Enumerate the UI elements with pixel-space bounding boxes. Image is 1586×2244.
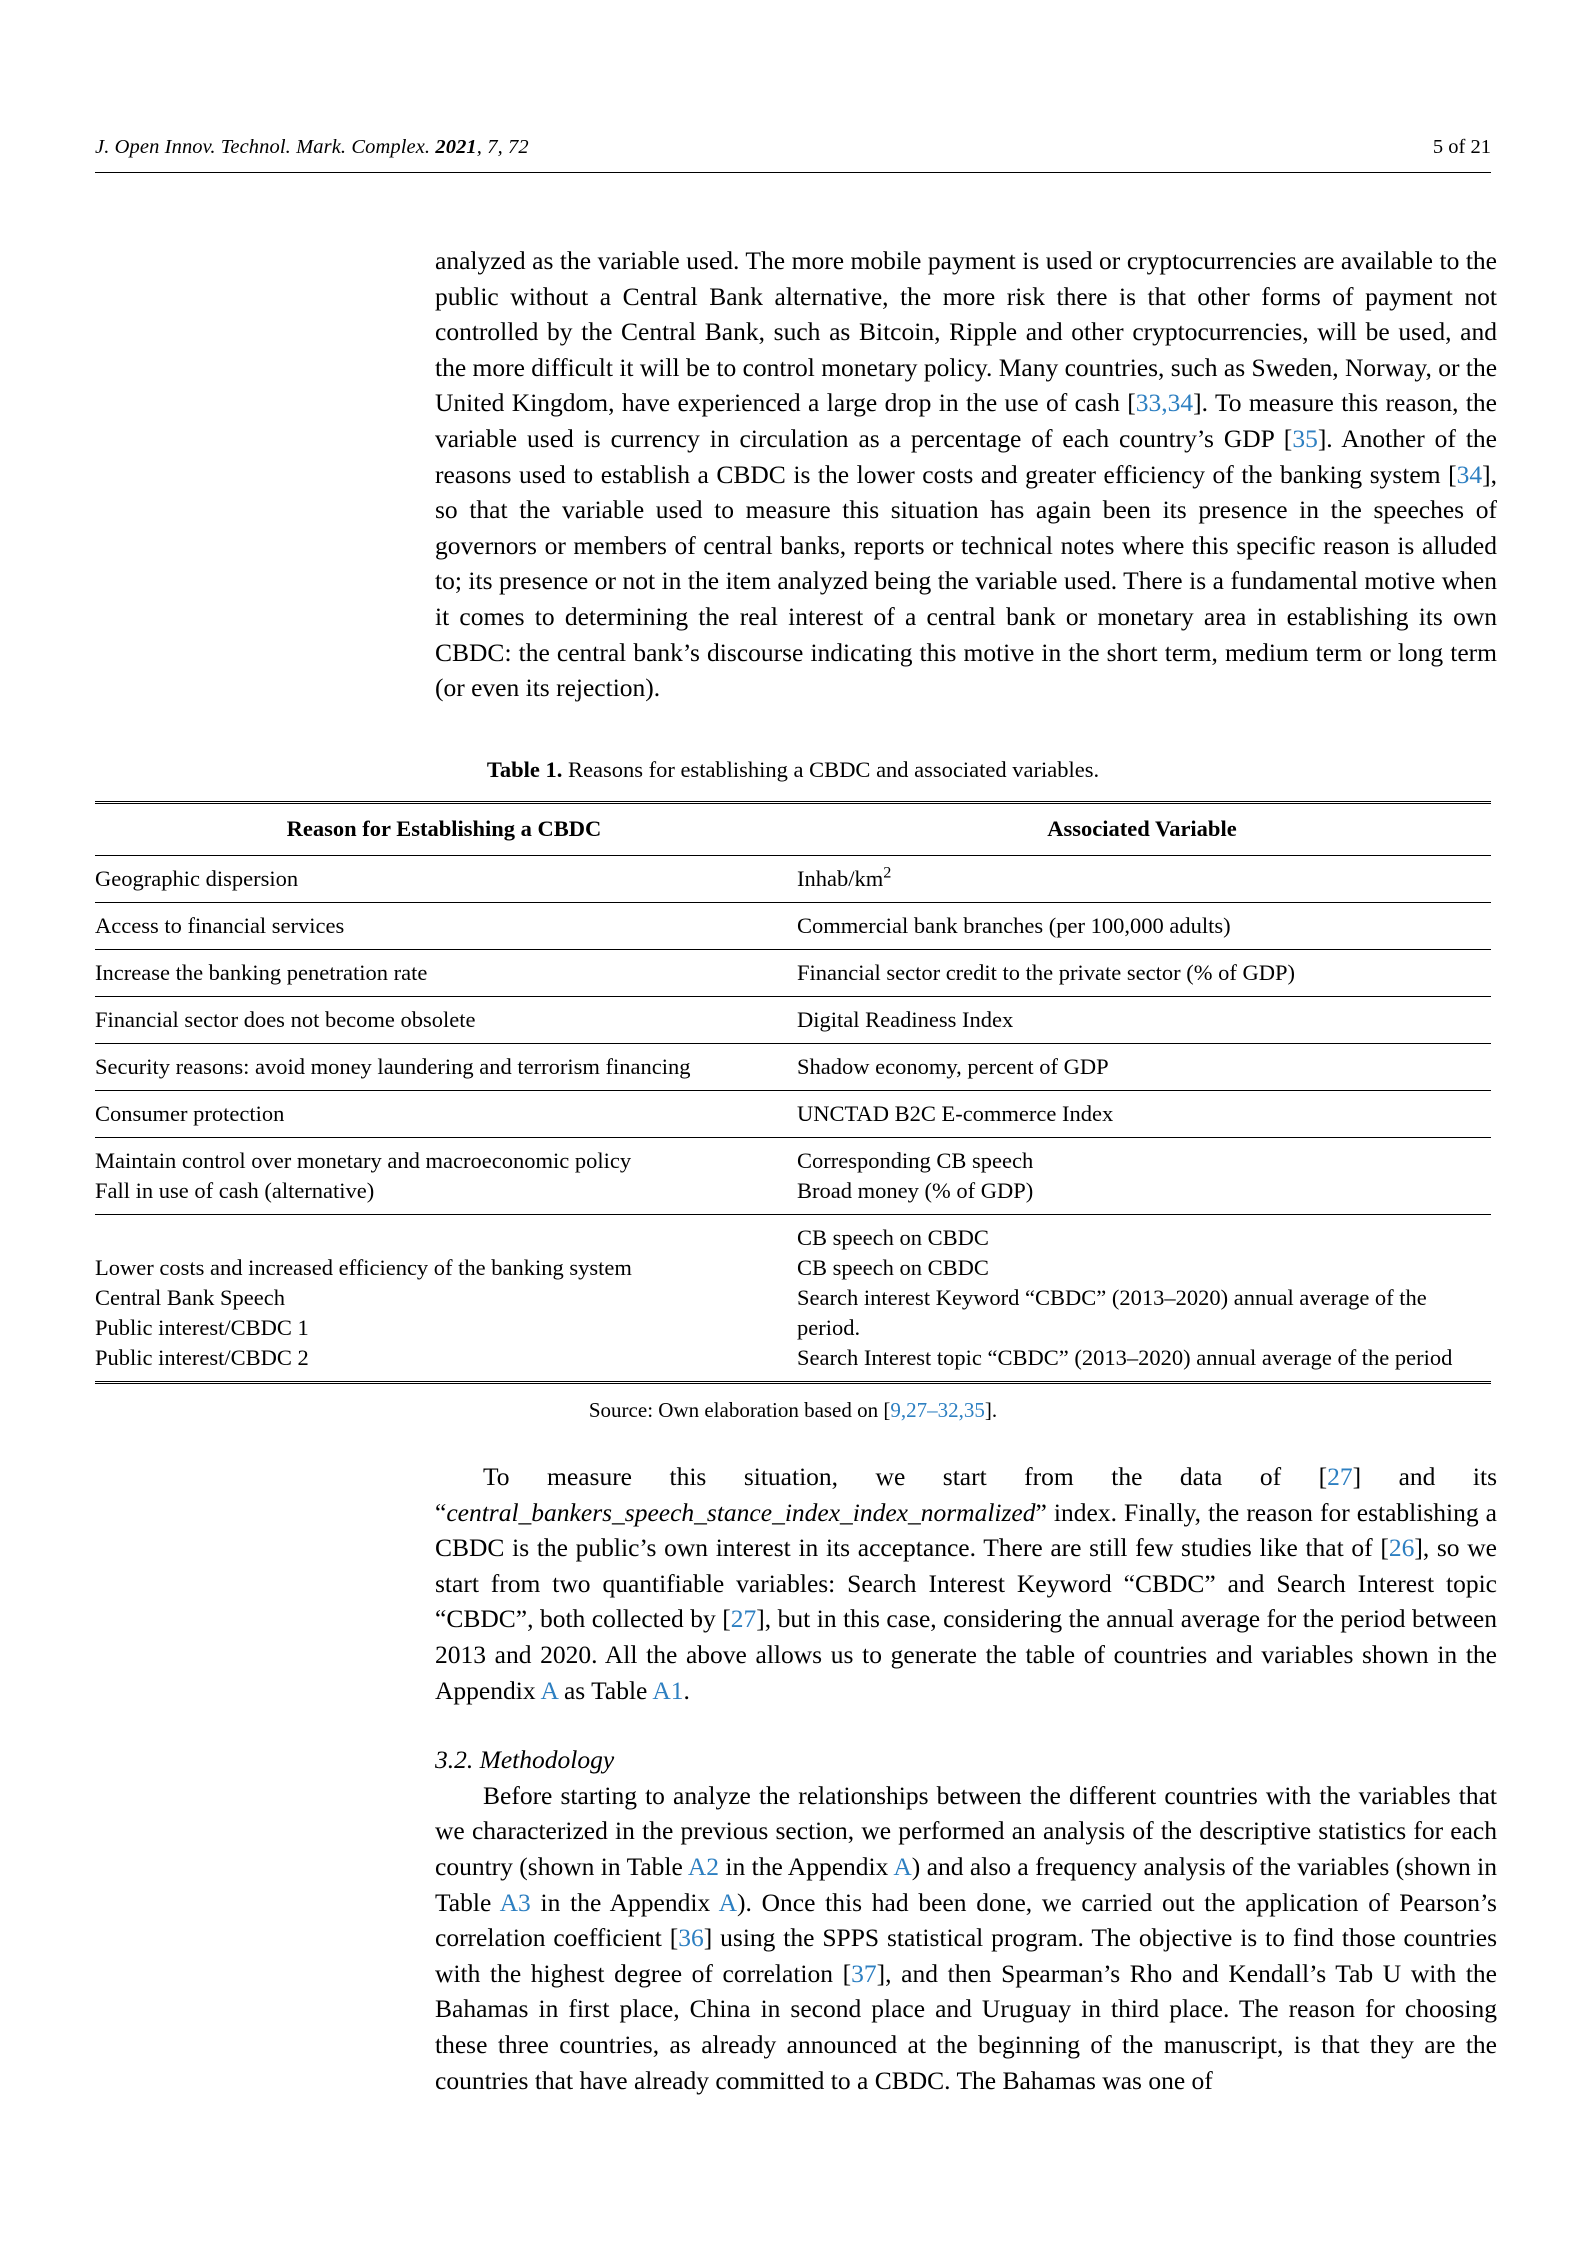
- section-heading-methodology: 3.2. Methodology: [435, 1745, 615, 1775]
- cell-variable-line: Inhab/$km^2$: [797, 863, 892, 891]
- table-header-row: [95, 803, 1491, 856]
- table-caption-text: Reasons for establishing a CBDC and associated variables.: [562, 757, 1100, 782]
- appendix-link[interactable]: A: [540, 1675, 558, 1705]
- cell-variable: Digital Readiness Index: [797, 1007, 1014, 1032]
- paragraph-text-segment: ]. Another of the reasons used to establish a CBDC is the lower costs and greater efficiency of the banking system [: [435, 423, 1497, 489]
- page-indicator: 5 of 21: [1432, 136, 1491, 158]
- body-column-lower: [435, 1459, 1497, 2098]
- table-row: [95, 856, 1491, 903]
- paragraph-text-segment: ], so that the variable used to measure this situation has again been its presence in the speeches of governors or members of central banks, reports or technical notes where this specific reason is alluded to; its presence or not in the item analyzed being the variable used. There is a fundamental motive when it comes to determining the real interest of a central bank or monetary area in establishing its own CBDC: the central bank’s discourse indicating this motive in the short term, medium term or long term (or even its rejection).: [435, 459, 1497, 703]
- journal-reference: [95, 136, 529, 159]
- cell-reason: Financial sector does not become obsolete: [95, 1007, 476, 1032]
- paragraph-methodology: Before starting to analyze the relationships between the different countries with the variables that we characterized in the previous section, we performed an analysis of the descriptive statistics for each country (shown in Table A2 in the Appendix A) and also a frequency analysis of the variables (shown in Table A3 in the Appendix A). Once this had been done, we carried out the application of Pearson’s correlation coefficient [36] using the SPPS statistical program. The objective is to find those countries with the highest degree of correlation [37], and then Spearman’s Rho and Kendall’s Tab U with the Bahamas in first place, China in second place and Uruguay in third place. The reason for choosing these three countries, as already announced at the beginning of the manuscript, is that they are the countries that have already committed to a CBDC. The Bahamas was one of: [435, 1780, 1498, 2095]
- running-head: [95, 136, 1491, 159]
- paragraph-continuation: [435, 243, 1497, 706]
- table-source-note: Source: Own elaboration based on [9,27–32,35].: [588, 1398, 998, 1422]
- body-column: [435, 243, 1497, 706]
- table-caption-label: Table 1.: [486, 757, 563, 782]
- journal-year: 2021: [435, 136, 477, 158]
- table-row: [95, 1215, 1491, 1383]
- table-row: [95, 997, 1491, 1044]
- paragraph-text-segment: ]. To measure this reason, the variable used is currency in circulation as a percentage of each country’s GDP [: [435, 388, 1497, 453]
- paragraph-text-segment: analyzed as the variable used. The more mobile payment is used or cryptocurrencies are available to the public without a Central Bank alternative, the more risk there is that other forms of payment not controlled by the Central Bank, such as Bitcoin, Ripple and other cryptocurrencies, will be used, and the more difficult it will be to control monetary policy. Many countries, such as Sweden, Norway, or the United Kingdom, have experienced a large drop in the use of cash [: [435, 246, 1498, 418]
- cell-reason: Lower costs and increased efficiency of the banking system Central Bank Speech Public interest/CBDC 1 Public interest/CBDC 2: [95, 1255, 632, 1370]
- table-link[interactable]: A2: [687, 1851, 719, 1881]
- citation-link[interactable]: 27: [730, 1604, 757, 1634]
- spacer: [435, 1708, 1497, 1742]
- cell-reason: Security reasons: avoid money laundering and terrorism financing: [95, 1054, 691, 1079]
- table-link[interactable]: A1: [652, 1675, 684, 1705]
- citation-link[interactable]: 33,34: [1135, 388, 1194, 418]
- citation-link[interactable]: 37: [851, 1958, 877, 1988]
- table-row: [95, 1138, 1491, 1215]
- citation-link[interactable]: 9,27–32,35: [890, 1398, 985, 1422]
- citation-link[interactable]: 26: [1388, 1533, 1415, 1563]
- paragraph-measure-situation: To measure this situation, we start from the data of [27] and its “central_bankers_speech_stance_index_index_normalized” index. Finally, the reason for establishing a CBDC is the public’s own interest in its acceptance. There are still few studies like that of [26], so we start from two quantifiable variables: Search Interest Keyword “CBDC” and Search Interest topic “CBDC”, both collected by [27], but in this case, considering the annual average for the period between 2013 and 2020. All the above allows us to generate the table of countries and variables shown in the Appendix A as Table A1.: [435, 1462, 1497, 1705]
- table-row: [95, 1091, 1491, 1138]
- cell-variable: UNCTAD B2C E-commerce Index: [797, 1101, 1114, 1126]
- table-head: [95, 803, 1491, 856]
- cell-variable: Corresponding CB speech Broad money (% of GDP): [797, 1148, 1034, 1203]
- cell-variable: [793, 856, 1491, 903]
- table-row: [95, 903, 1491, 950]
- column-header-variable: Associated Variable: [1047, 816, 1237, 841]
- table-link[interactable]: A3: [499, 1887, 531, 1917]
- journal-volume-page: , 7, 72: [476, 136, 529, 158]
- table-caption: [95, 755, 1491, 785]
- citation-link[interactable]: 35: [1292, 423, 1318, 453]
- header-rule: [95, 172, 1491, 173]
- cell-variable: Shadow economy, percent of GDP: [797, 1054, 1109, 1079]
- table-1-block: [95, 755, 1491, 1424]
- cell-variable: CB speech on CBDC CB speech on CBDC Search interest Keyword “CBDC” (2013–2020) annual average of the period. Search Interest topic “CBDC” (2013–2020) annual average of the period: [797, 1225, 1453, 1370]
- cell-variable: Commercial bank branches (per 100,000 adults): [797, 913, 1231, 938]
- index-name-italic: central_bankers_speech_stance_index_index_normalized: [446, 1497, 1036, 1527]
- cell-reason: Increase the banking penetration rate: [95, 960, 428, 985]
- cell-reason: Access to financial services: [95, 913, 345, 938]
- cell-reason: Consumer protection: [95, 1101, 285, 1126]
- citation-link[interactable]: 27: [1327, 1462, 1353, 1491]
- cell-reason: Geographic dispersion: [95, 866, 299, 891]
- citation-link[interactable]: 34: [1456, 459, 1483, 489]
- appendix-link[interactable]: A: [718, 1887, 737, 1917]
- cell-variable: Financial sector credit to the private sector (% of GDP): [797, 960, 1295, 985]
- journal-title: J. Open Innov. Technol. Mark. Complex.: [95, 136, 436, 158]
- column-header-reason: Reason for Establishing a CBDC: [286, 816, 602, 841]
- citation-link[interactable]: 36: [678, 1923, 704, 1953]
- appendix-link[interactable]: A: [893, 1851, 912, 1881]
- cell-reason: Maintain control over monetary and macroeconomic policy Fall in use of cash (alternative): [95, 1148, 632, 1203]
- table-body: [95, 856, 1491, 1383]
- table-row: [95, 1044, 1491, 1091]
- table-1: [95, 801, 1491, 1384]
- table-row: [95, 950, 1491, 997]
- superscript-exponent: 2: [883, 863, 892, 882]
